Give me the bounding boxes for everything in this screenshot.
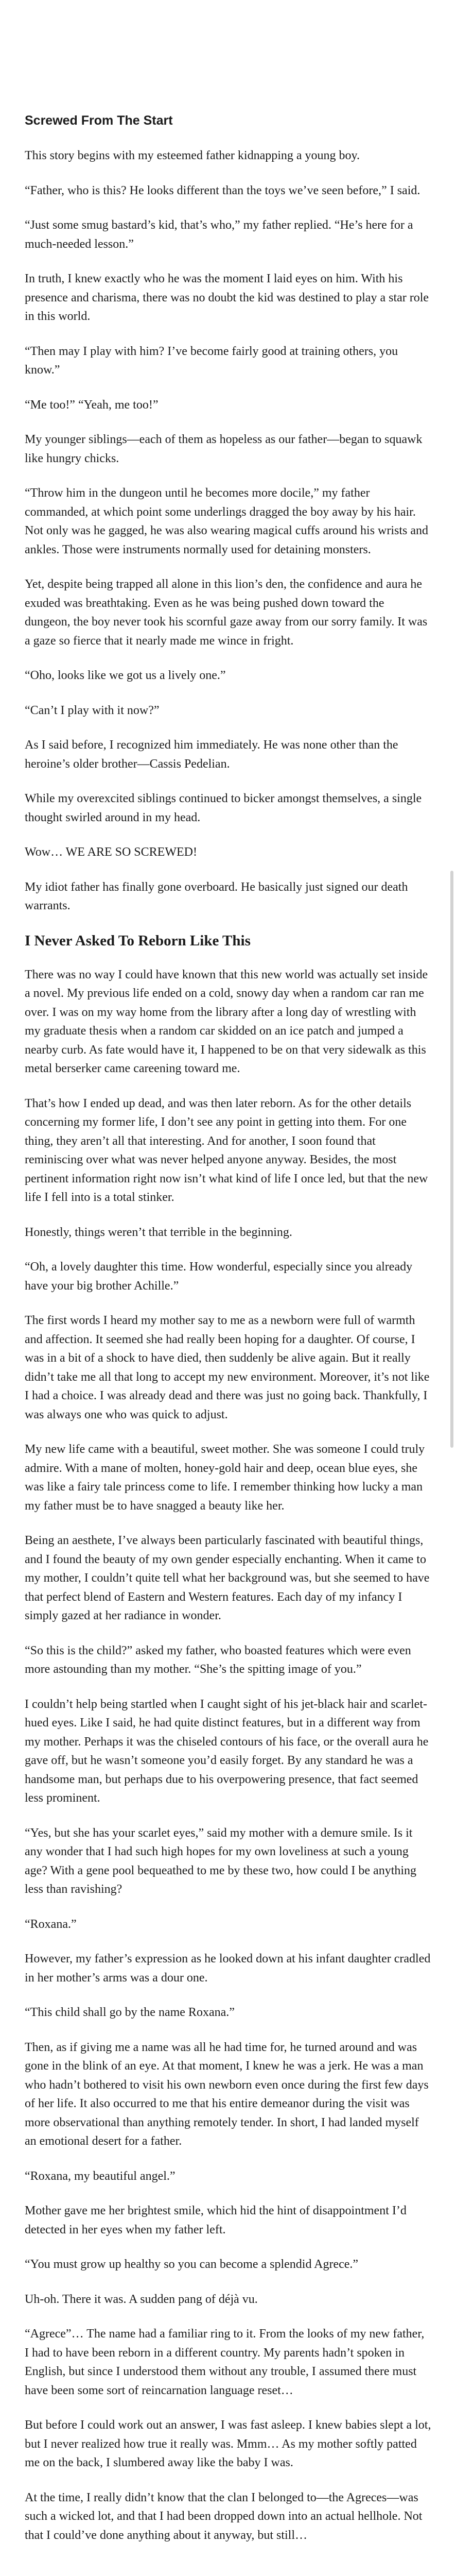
paragraph: Being an aesthete, I’ve always been particularly fascinated with beautiful things, and I found the beauty of my own gender especially enchanting. When it came to my mother, I couldn’t quite tell what her background was, but she seemed to have that perfect blend of Eastern and Western features. Each day of my infancy I simply gazed at her radiance in wonder.: [25, 1534, 430, 1622]
paragraph: The first words I heard my mother say to me as a newborn were full of warmth and affection. It seemed she had really been hoping for a daughter. Of course, I was in a bit of a shock to have died, then suddenly be alive again. But it really didn’t take me all that long to accept my new environment. Moreover, it’s not like I had a choice. I was already dead and there was just no going back. Thankfully, I was always one who was quick to adjust.: [25, 1314, 430, 1421]
paragraph: “This child shall go by the name Roxana.”: [25, 2006, 235, 2019]
paragraph: “You must grow up healthy so you can become a splendid Agrece.”: [25, 2258, 359, 2271]
paragraph: “So this is the child?” asked my father, who boasted features which were even more astounding than my mother. “She’s the spitting image of you.”: [25, 1643, 411, 1676]
scrollbar-thumb[interactable]: [450, 871, 453, 1448]
paragraph: I couldn’t help being startled when I caught sight of his jet-black hair and scarlet-hued eyes. Like I said, he had quite distinct features, but in a different way from my mother. Perhaps it was the chiseled contours of his face, or the overall aura he gave off, but he wasn’t someone you’d easily forget. By any standard he was a handsome man, but perhaps due to his overpowering presence, that fact seemed less prominent.: [25, 1697, 429, 1805]
paragraph: “Yes, but she has your scarlet eyes,” said my mother with a demure smile. Is it any wonder that I had such high hopes for my own loveliness at such a young age? With a gene pool bequeathed to me by these two, how could I be anything less than ravishing?: [25, 1826, 417, 1896]
paragraph: “Oho, looks like we got us a lively one.”: [25, 669, 226, 682]
paragraph: “Agrece”… The name had a familiar ring to it. From the looks of my new father, I had to have been reborn in a different country. My parents hadn’t spoken in English, but since I understood them without any trouble, I assumed there must have been some sort of reincarnation language reset…: [25, 2327, 425, 2397]
paragraph: As I said before, I recognized him immediately. He was none other than the heroine’s older brother—Cassis Pedelian.: [25, 738, 398, 771]
paragraph: My idiot father has finally gone overboard. He basically just signed our death warrants.: [25, 880, 408, 912]
paragraph: Uh-oh. There it was. A sudden pang of déjà vu.: [25, 2292, 258, 2306]
chapter-title: I Never Asked To Reborn Like This: [25, 932, 251, 949]
paragraph: Wow… WE ARE SO SCREWED!: [25, 845, 197, 859]
chapter-body: [25, 146, 431, 916]
paragraph: In truth, I knew exactly who he was the moment I laid eyes on him. With his presence and charisma, there was no doubt the kid was destined to play a star role in this world.: [25, 272, 429, 323]
chapter-title: Screwed From The Start: [25, 113, 173, 128]
paragraph: But before I could work out an answer, I was fast asleep. I knew babies slept a lot, but I never realized how true it really was. Mmm… As my mother softly patted me on the back, I slumbered away like the baby I was.: [25, 2418, 431, 2469]
paragraph: “Roxana.”: [25, 1917, 77, 1931]
paragraph: Then, as if giving me a name was all he had time for, he turned around and was gone in the blink of an eye. At that moment, I knew he was a jerk. He was a man who hadn’t bothered to visit his own newborn even once during the first few days of her life. It also occurred to me that his entire demeanor during the visit was more observational than anything remotely tender. In short, I had landed myself an emotional desert for a father.: [25, 2040, 429, 2148]
paragraph: “Oh, a lovely daughter this time. How wonderful, especially since you already have your big brother Achille.”: [25, 1260, 413, 1293]
paragraph: “Roxana, my beautiful angel.”: [25, 2169, 176, 2183]
reader-content: [25, 0, 431, 2561]
paragraph: “Can’t I play with it now?”: [25, 703, 160, 717]
paragraph: My new life came with a beautiful, sweet mother. She was someone I could truly admire. With a mane of molten, honey-gold hair and deep, ocean blue eyes, she was like a fairy tale princess come to life. I remember thinking how lucky a man my father must be to have snagged a beauty like her.: [25, 1443, 425, 1513]
paragraph: “Then may I play with him? I’ve become fairly good at training others, you know.”: [25, 344, 398, 377]
paragraph: “Throw him in the dungeon until he becomes more docile,” my father commanded, at which point some underlings dragged the boy away by his hair. Not only was he gagged, he was also wearing magical cuffs around his wrists and ankles. Those were instruments normally used for detaining monsters.: [25, 486, 429, 556]
paragraph: Honestly, things weren’t that terrible in the beginning.: [25, 1225, 292, 1239]
paragraph: My younger siblings—each of them as hopeless as our father—began to squawk like hungry chicks.: [25, 433, 423, 465]
paragraph: This story begins with my esteemed father kidnapping a young boy.: [25, 149, 360, 162]
paragraph: Mother gave me her brightest smile, which hid the hint of disappointment I’d detected in her eyes when my father left.: [25, 2204, 407, 2236]
paragraph: At the time, I really didn’t know that the clan I belonged to—the Agreces—was such a wicked lot, and that I had been dropped down into an actual hellhole. Not that I could’ve done anything about it anyway, but still…: [25, 2490, 423, 2542]
paragraph: While my overexcited siblings continued to bicker amongst themselves, a single thought swirled around in my head.: [25, 792, 422, 824]
paragraph: “Just some smug bastard’s kid, that’s who,” my father replied. “He’s here for a much-needed lesson.”: [25, 218, 413, 251]
chapter-body: [25, 965, 431, 2545]
paragraph: “Me too!” “Yeah, me too!”: [25, 398, 159, 412]
paragraph: Yet, despite being trapped all alone in this lion’s den, the confidence and aura he exuded was breathtaking. Even as he was being pushed down toward the dungeon, the boy never took his scornful gaze away from our sorry family. It was a gaze so fierce that it nearly made me wince in fright.: [25, 578, 428, 648]
paragraph: However, my father’s expression as he looked down at his infant daughter cradled in her mother’s arms was a dour one.: [25, 1952, 431, 1985]
paragraph: “Father, who is this? He looks different than the toys we’ve seen before,” I said.: [25, 183, 420, 197]
paragraph: That’s how I ended up dead, and was then later reborn. As for the other details concerning my former life, I don’t see any point in getting into them. For one thing, they aren’t all that interesting. And for another, I soon found that reminiscing over what was never helped anyone anyway. Besides, the most pertinent information right now isn’t what kind of life I once led, but that the new life I fell into is a total stinker.: [25, 1096, 428, 1204]
paragraph: There was no way I could have known that this new world was actually set inside a novel. My previous life ended on a cold, snowy day when a random car ran me over. I was on my way home from the library after a long day of wrestling with my graduate thesis when a random car skidded on an ice patch and jumped a nearby curb. As fate would have it, I happened to be on that very sidewalk as this metal berserker came careening toward me.: [25, 968, 428, 1075]
